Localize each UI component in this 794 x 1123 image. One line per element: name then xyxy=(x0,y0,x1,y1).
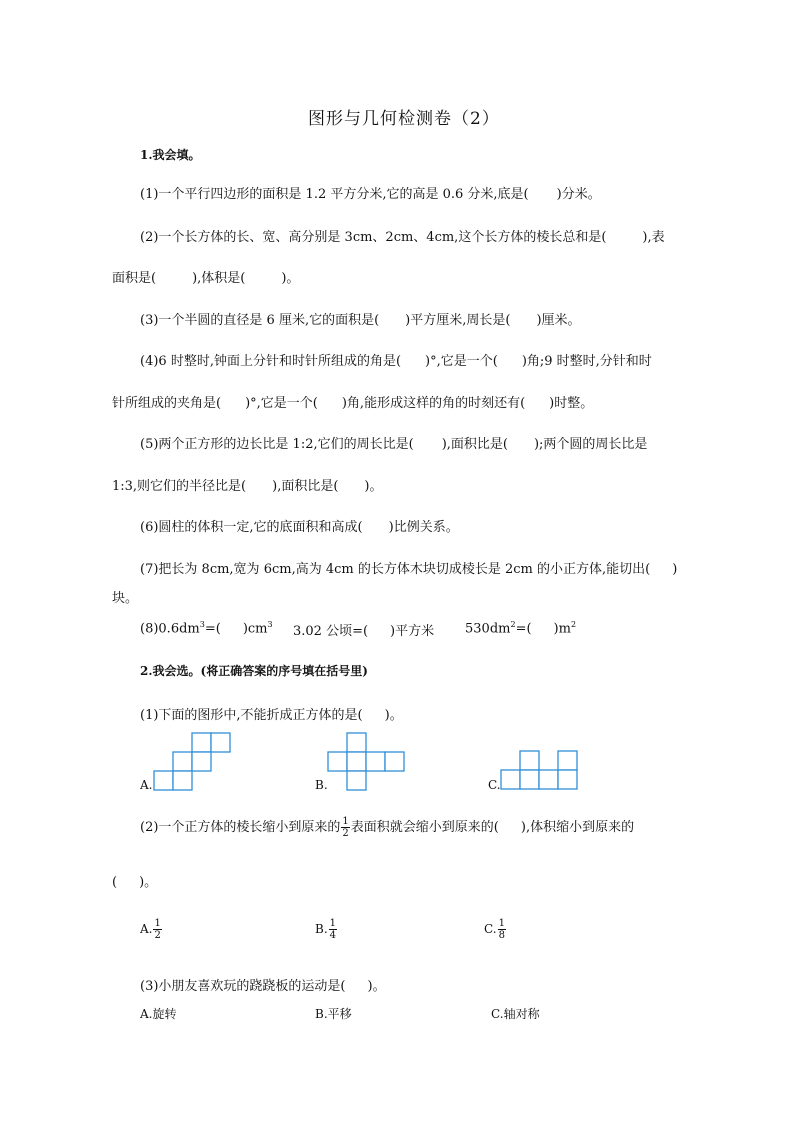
fraction-numerator: 1 xyxy=(154,918,161,929)
q2-2-text: (2)一个正方体的棱长缩小到原来的 xyxy=(140,820,341,835)
fraction xyxy=(498,918,506,941)
option-a[interactable] xyxy=(140,918,163,941)
q1-8-b-unit: )平方米 xyxy=(390,624,435,639)
option-c-label[interactable]: C. xyxy=(488,778,501,792)
question-1-2-line2 xyxy=(112,267,299,286)
q1-5-text-f: )。 xyxy=(364,479,383,494)
option-c-axial-symmetry[interactable]: C.轴对称 xyxy=(491,1007,540,1021)
q1-2-text: (2)一个长方体的长、宽、高分别是 3cm、2cm、4cm,这个长方体的棱长总和是( xyxy=(140,230,607,245)
q2-2-text-d: ( xyxy=(112,875,118,890)
question-1-7-line2: 块。 xyxy=(112,591,139,606)
q1-4-text: (4)6 时整时,钟面上分针和时针所组成的角是( xyxy=(140,354,402,369)
fraction xyxy=(329,918,337,941)
q1-8-c-unit: )m xyxy=(553,621,571,637)
q1-7-text-b: ) xyxy=(672,562,678,577)
fraction-numerator: 1 xyxy=(329,918,337,929)
q1-8-a-unit: )cm xyxy=(242,621,268,637)
q1-4-text-d: 针所组成的夹角是( xyxy=(112,396,222,411)
q2-2-text-c: ),体积缩小到原来的 xyxy=(520,820,635,835)
q1-8-a-text: (8)0.6dm xyxy=(140,621,200,637)
q2-3-text: (3)小朋友喜欢玩的跷跷板的运动是( xyxy=(140,979,346,994)
option-a-rotate[interactable]: A.旋转 xyxy=(140,1007,177,1021)
q2-2-text-b: 表面积就会缩小到原来的( xyxy=(350,820,499,835)
option-a-label[interactable]: A. xyxy=(140,778,153,792)
superscript: 3 xyxy=(267,620,273,629)
q1-8-c-eq: =( xyxy=(515,621,532,637)
q2-2-text-e: )。 xyxy=(139,875,158,890)
q2-1-text-end: )。 xyxy=(384,708,403,723)
cube-net-b xyxy=(327,732,407,792)
question-2-3 xyxy=(140,975,386,994)
question-1-1 xyxy=(140,183,601,202)
question-1-8-b xyxy=(293,620,434,639)
q1-5-text-b: ),面积比是( xyxy=(441,437,508,452)
question-2-2-line2 xyxy=(112,871,157,890)
option-c-label: C. xyxy=(484,922,497,936)
question-1-4 xyxy=(140,350,652,369)
question-1-5-line2 xyxy=(112,475,383,494)
section-2-heading: 2.我会选。(将正确答案的序号填在括号里) xyxy=(140,664,368,678)
option-b[interactable] xyxy=(315,918,338,941)
fraction-denominator: 2 xyxy=(342,828,349,839)
fraction-numerator: 1 xyxy=(342,816,349,827)
question-1-3 xyxy=(140,309,581,328)
fraction-numerator: 1 xyxy=(498,918,505,929)
q1-6-text-b: )比例关系。 xyxy=(388,520,459,535)
q1-8-c-text: 530dm xyxy=(465,621,511,637)
q1-6-text: (6)圆柱的体积一定,它的底面积和高成( xyxy=(140,520,363,535)
superscript: 2 xyxy=(570,620,577,629)
q1-4-text-g: )时整。 xyxy=(549,396,594,411)
question-2-1 xyxy=(140,704,403,723)
q1-2-text-d: ),体积是( xyxy=(192,271,246,286)
page-title: 图形与几何检测卷（2） xyxy=(308,109,500,129)
fraction-denominator: 2 xyxy=(154,930,161,941)
question-1-4-line2 xyxy=(112,392,593,411)
q1-7-text: (7)把长为 8cm,宽为 6cm,高为 4cm 的长方体木块切成棱长是 2cm 的小正方体,能切出( xyxy=(140,562,651,577)
fraction-denominator: 8 xyxy=(498,930,505,941)
q1-4-text-b: )°,它是一个( xyxy=(425,354,498,369)
fraction xyxy=(153,918,161,941)
q1-5-text-d: 1:3,则它们的半径比是( xyxy=(112,479,247,494)
question-1-2 xyxy=(140,226,665,245)
question-1-6 xyxy=(140,516,459,535)
q1-8-a-eq: =( xyxy=(204,621,221,637)
option-b-label: B. xyxy=(315,922,328,936)
cube-net-c xyxy=(500,750,580,792)
q1-2-text-c: 面积是( xyxy=(112,271,157,286)
q1-3-text-b: )平方厘米,周长是( xyxy=(405,313,511,328)
option-b-translate[interactable]: B.平移 xyxy=(315,1007,352,1021)
q1-5-text: (5)两个正方形的边长比是 1:2,它们的周长比是( xyxy=(140,437,414,452)
question-1-5 xyxy=(140,433,647,452)
q1-2-text-b: ),表 xyxy=(642,230,665,245)
question-2-2 xyxy=(140,816,634,839)
fraction-one-half xyxy=(341,816,349,839)
q1-1-text-end: )分米。 xyxy=(556,187,601,202)
q1-4-text-c: )角;9 时整时,分针和时 xyxy=(521,354,652,369)
q1-3-text-c: )厘米。 xyxy=(536,313,581,328)
question-1-8 xyxy=(140,620,273,636)
q1-5-text-e: ),面积比是( xyxy=(272,479,339,494)
q1-2-text-e: )。 xyxy=(281,271,300,286)
superscript: 2 xyxy=(510,620,516,629)
option-b-label[interactable]: B. xyxy=(315,778,328,792)
q1-4-text-e: )°,它是一个( xyxy=(245,396,318,411)
question-1-8-c xyxy=(465,620,576,636)
question-1-7 xyxy=(140,558,677,577)
q1-8-b-text: 3.02 公顷=( xyxy=(293,624,369,639)
option-a-label: A. xyxy=(140,922,153,936)
q2-1-text: (1)下面的图形中,不能折成正方体的是( xyxy=(140,708,363,723)
section-1-heading: 1.我会填。 xyxy=(140,148,201,162)
q1-5-text-c: );两个圆的周长比是 xyxy=(533,437,648,452)
q1-3-text: (3)一个半圆的直径是 6 厘米,它的面积是( xyxy=(140,313,380,328)
fraction-denominator: 4 xyxy=(329,930,337,941)
superscript: 3 xyxy=(199,620,205,629)
q1-4-text-f: )角,能形成这样的角的时刻还有( xyxy=(341,396,526,411)
cube-net-a xyxy=(152,732,234,792)
q2-3-text-end: )。 xyxy=(367,979,386,994)
option-c[interactable] xyxy=(484,918,507,941)
q1-1-text: (1)一个平行四边形的面积是 1.2 平方分米,它的高是 0.6 分米,底是( xyxy=(140,187,529,202)
